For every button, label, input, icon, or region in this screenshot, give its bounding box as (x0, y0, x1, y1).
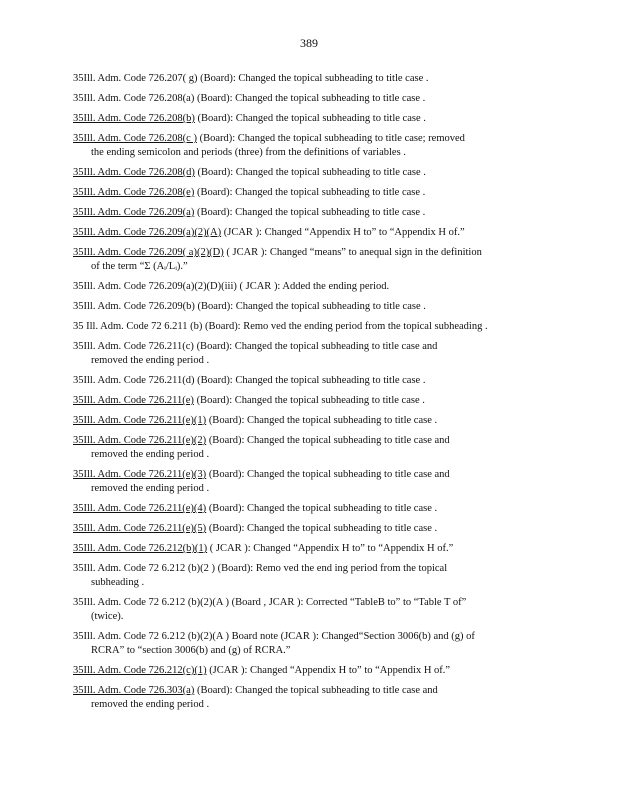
change-description-continued: of the term “Σ (Aᵢ/Lᵢ).” (91, 261, 188, 272)
change-description: (Board): Changed the topical subheading to title case and (208, 469, 450, 480)
change-description: ( JCAR ): Changed “means” to anequal sign in the definition (226, 247, 482, 258)
code-citation: 35Ill. Adm. Code 726.303(a) (73, 685, 195, 696)
change-description: Board note (JCAR ): Changed“Section 3006(b) and (g) of (231, 631, 475, 642)
change-description: (Board): Changed the topical subheading to title case . (197, 167, 426, 178)
change-description: (JCAR ): Changed “Appendix H to” to “Appendix H of.” (209, 665, 451, 676)
change-description: (Board , JCAR ): Corrected “TableB to” to “Table T of” (231, 597, 467, 608)
amendment-entry (73, 246, 533, 274)
change-description: (Board): Changed the topical subheading to title case . (196, 395, 425, 406)
amendment-entry (73, 562, 533, 590)
change-description: (Board): Changed the topical subheading to title case and (208, 435, 450, 446)
page-number: 389 (300, 36, 318, 50)
code-citation: 35Ill. Adm. Code 726.208(b) (73, 113, 195, 124)
change-description-continued: removed the ending period . (91, 449, 210, 460)
code-citation: 35 Ill. Adm. Code 72 6.211 (b) (73, 321, 203, 332)
change-description-continued: (twice). (91, 611, 124, 622)
code-citation: 35Ill. Adm. Code 726.208(e) (73, 187, 195, 198)
amendment-entry (73, 542, 533, 556)
amendment-entry (73, 596, 533, 624)
amendment-entry (73, 320, 533, 334)
code-citation: 35Ill. Adm. Code 726.208(c ) (73, 133, 197, 144)
code-citation: 35Ill. Adm. Code 726.211(e) (73, 395, 194, 406)
change-description: (Board): Changed the topical subheading to title case . (197, 375, 426, 386)
change-description-continued: RCRA” to “section 3006(b) and (g) of RCRA.” (91, 645, 291, 656)
code-citation: 35Ill. Adm. Code 726.209(a) (73, 207, 195, 218)
code-citation: 35Ill. Adm. Code 72 6.212 (b)(2)(A ) (73, 631, 230, 642)
code-citation: 35Ill. Adm. Code 726.209( a)(2)(D) (73, 247, 224, 258)
code-citation: 35Ill. Adm. Code 726.208(d) (73, 167, 195, 178)
code-citation: 35Ill. Adm. Code 726.208(a) (73, 93, 195, 104)
amendment-entry (73, 374, 533, 388)
change-description-continued: removed the ending period . (91, 355, 210, 366)
code-citation: 35Ill. Adm. Code 726.211(d) (73, 375, 195, 386)
change-description: (Board): Remo ved the ending period from the topical subheading . (205, 321, 488, 332)
code-citation: 35Ill. Adm. Code 726.211(e)(5) (73, 523, 207, 534)
change-description: ( JCAR ): Changed “Appendix H to” to “Appendix H of.” (209, 543, 454, 554)
amendment-entry (73, 502, 533, 516)
code-citation: 35Ill. Adm. Code 72 6.212 (b)(2 ) (73, 563, 216, 574)
amendment-entry (73, 684, 533, 712)
amendment-entry (73, 112, 533, 126)
amendment-entry (73, 132, 533, 160)
code-citation: 35Ill. Adm. Code 726.211(e)(3) (73, 469, 207, 480)
amendment-entry (73, 166, 533, 180)
code-citation: 35Ill. Adm. Code 726.212(c)(1) (73, 665, 207, 676)
code-citation: 35Ill. Adm. Code 726.211(e)(1) (73, 415, 207, 426)
amendment-entry (73, 206, 533, 220)
change-description: (Board): Changed the topical subheading to title case . (208, 415, 438, 426)
amendment-entry (73, 92, 533, 106)
code-citation: 35Ill. Adm. Code 726.209(a)(2)(A) (73, 227, 222, 238)
change-description: (Board): Changed the topical subheading to title case . (208, 503, 438, 514)
amendment-entry (73, 522, 533, 536)
code-citation: 35Ill. Adm. Code 726.209(a)(2)(D)(iii) (73, 281, 237, 292)
change-description: (Board): Changed the topical subheading to title case and (196, 341, 438, 352)
code-citation: 35Ill. Adm. Code 72 6.212 (b)(2)(A ) (73, 597, 230, 608)
change-description-continued: subheading . (91, 577, 145, 588)
change-description: (Board): Changed the topical subheading to title case . (197, 113, 426, 124)
code-citation: 35Ill. Adm. Code 726.212(b)(1) (73, 543, 208, 554)
amendment-entry (73, 300, 533, 314)
amendment-entry (73, 434, 533, 462)
amendment-entry (73, 72, 533, 86)
change-description-continued: the ending semicolon and periods (three) from the definitions of variables . (91, 147, 406, 158)
amendment-entry (73, 468, 533, 496)
change-description: (Board): Changed the topical subheading to title case . (196, 187, 426, 198)
change-description: (Board): Changed the topical subheading to title case . (208, 523, 438, 534)
code-citation: 35Ill. Adm. Code 726.211(e)(2) (73, 435, 207, 446)
change-description: (Board): Changed the topical subheading to title case . (200, 73, 429, 84)
code-citation: 35Ill. Adm. Code 726.207( g) (73, 73, 198, 84)
change-description: (JCAR ): Changed “Appendix H to” to “Appendix H of.” (223, 227, 465, 238)
code-citation: 35Ill. Adm. Code 726.211(c) (73, 341, 194, 352)
change-description: (Board): Changed the topical subheading to title case; removed (199, 133, 465, 144)
amendment-entry (73, 280, 533, 294)
change-description: (Board): Changed the topical subheading to title case . (196, 207, 426, 218)
change-description: (Board): Changed the topical subheading to title case . (196, 93, 426, 104)
change-description-continued: removed the ending period . (91, 699, 210, 710)
code-citation: 35Ill. Adm. Code 726.209(b) (73, 301, 195, 312)
change-description: ( JCAR ): Added the ending period. (239, 281, 390, 292)
amendment-entry (73, 630, 533, 658)
amendment-entry (73, 186, 533, 200)
amendment-entry (73, 394, 533, 408)
code-citation: 35Ill. Adm. Code 726.211(e)(4) (73, 503, 207, 514)
change-description: (Board): Changed the topical subheading to title case and (196, 685, 438, 696)
change-description: (Board): Remo ved the end ing period from the topical (217, 563, 448, 574)
amendment-entry (73, 664, 533, 678)
amendment-list (73, 72, 533, 718)
amendment-entry (73, 414, 533, 428)
amendment-entry (73, 226, 533, 240)
change-description-continued: removed the ending period . (91, 483, 210, 494)
change-description: (Board): Changed the topical subheading to title case . (197, 301, 426, 312)
amendment-entry (73, 340, 533, 368)
